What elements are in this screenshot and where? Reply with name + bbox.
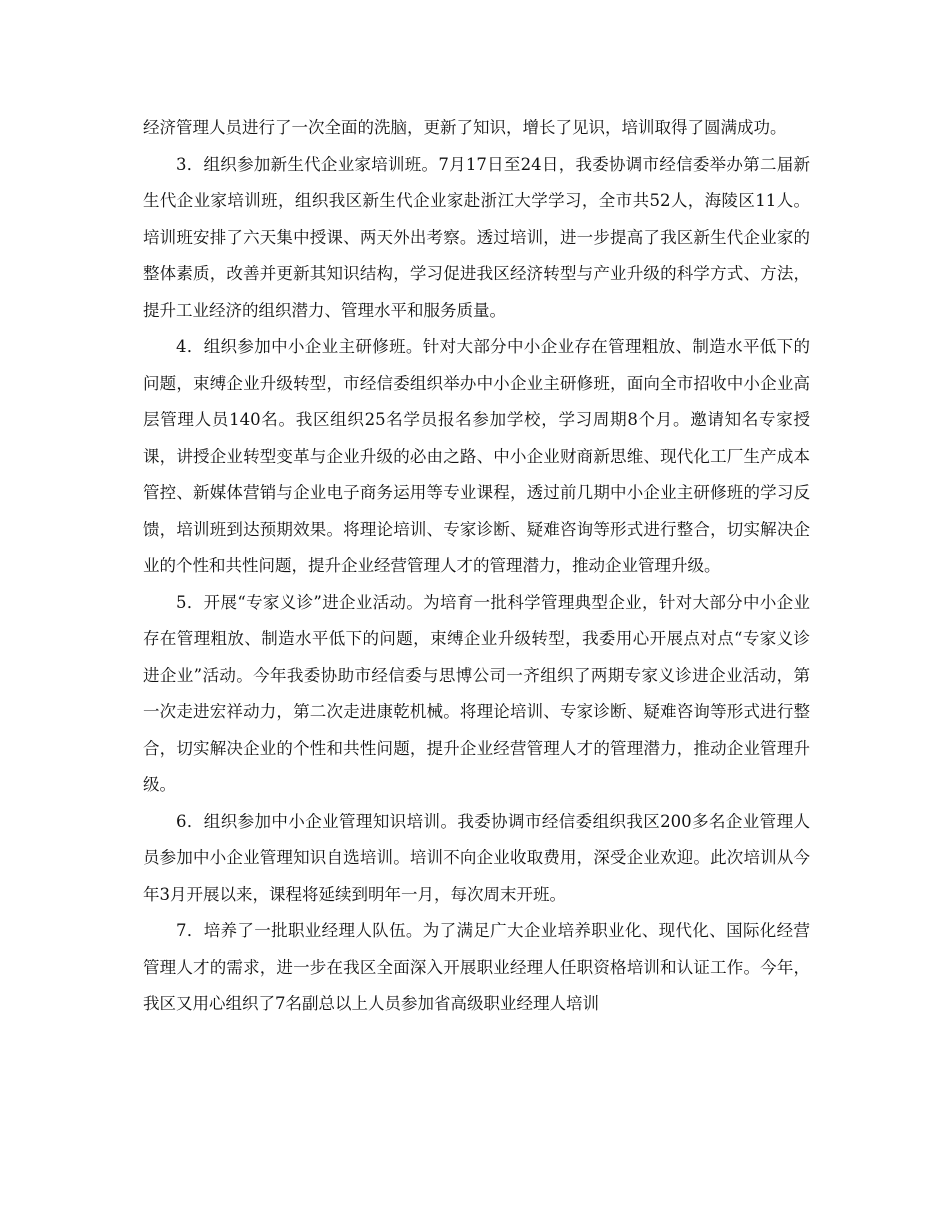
- paragraph: 4．组织参加中小企业主研修班。针对大部分中小企业存在管理粗放、制造水平低下的问题，束缚企业升级转型，市经信委组织举办中小企业主研修班，面向全市招收中小企业高层管理人员140名。我区组织25名学员报名参加学校，学习周期8个月。邀请知名专家授课，讲授企业转型变革与企业升级的必由之路、中小企业财商新思维、现代化工厂生产成本管控、新媒体营销与企业电子商务运用等专业课程，透过前几期中小企业主研修班的学习反馈，培训班到达预期效果。将理论培训、专家诊断、疑难咨询等形式进行整合，切实解决企业的个性和共性问题，提升企业经营管理人才的管理潜力，推动企业管理升级。: [143, 337, 810, 575]
- paragraph: 经济管理人员进行了一次全面的洗脑，更新了知识，增长了见识，培训取得了圆满成功。: [143, 118, 787, 137]
- paragraph: 3．组织参加新生代企业家培训班。7月17日至24日，我委协调市经信委举办第二届新生代企业家培训班，组织我区新生代企业家赴浙江大学学习，全市共52人，海陵区11人。培训班安排了六天集中授课、两天外出考察。透过培训，进一步提高了我区新生代企业家的整体素质，改善并更新其知识结构，学习促进我区经济转型与产业升级的科学方式、方法，提升工业经济的组织潜力、管理水平和服务质量。: [143, 154, 810, 320]
- paragraph: 7．培养了一批职业经理人队伍。为了满足广大企业培养职业化、现代化、国际化经营管理人才的需求，进一步在我区全面深入开展职业经理人任职资格培训和认证工作。今年，我区又用心组织了7名副总以上人员参加省高级职业经理人培训: [143, 921, 810, 1013]
- document-page: [143, 110, 810, 1023]
- paragraph: 6．组织参加中小企业管理知识培训。我委协调市经信委组织我区200多名企业管理人员参加中小企业管理知识自选培训。培训不向企业收取费用，深受企业欢迎。此次培训从今年3月开展以来，课程将延续到明年一月，每次周末开班。: [143, 811, 810, 904]
- paragraph: 5．开展“专家义诊”进企业活动。为培育一批科学管理典型企业，针对大部分中小企业存在管理粗放、制造水平低下的问题，束缚企业升级转型，我委用心开展点对点“专家义诊进企业”活动。今年我委协助市经信委与思博公司一齐组织了两期专家义诊进企业活动，第一次走进宏祥动力，第二次走进康乾机械。将理论培训、专家诊断、疑难咨询等形式进行整合，切实解决企业的个性和共性问题，提升企业经营管理人才的管理潜力，推动企业管理升级。: [143, 592, 810, 794]
